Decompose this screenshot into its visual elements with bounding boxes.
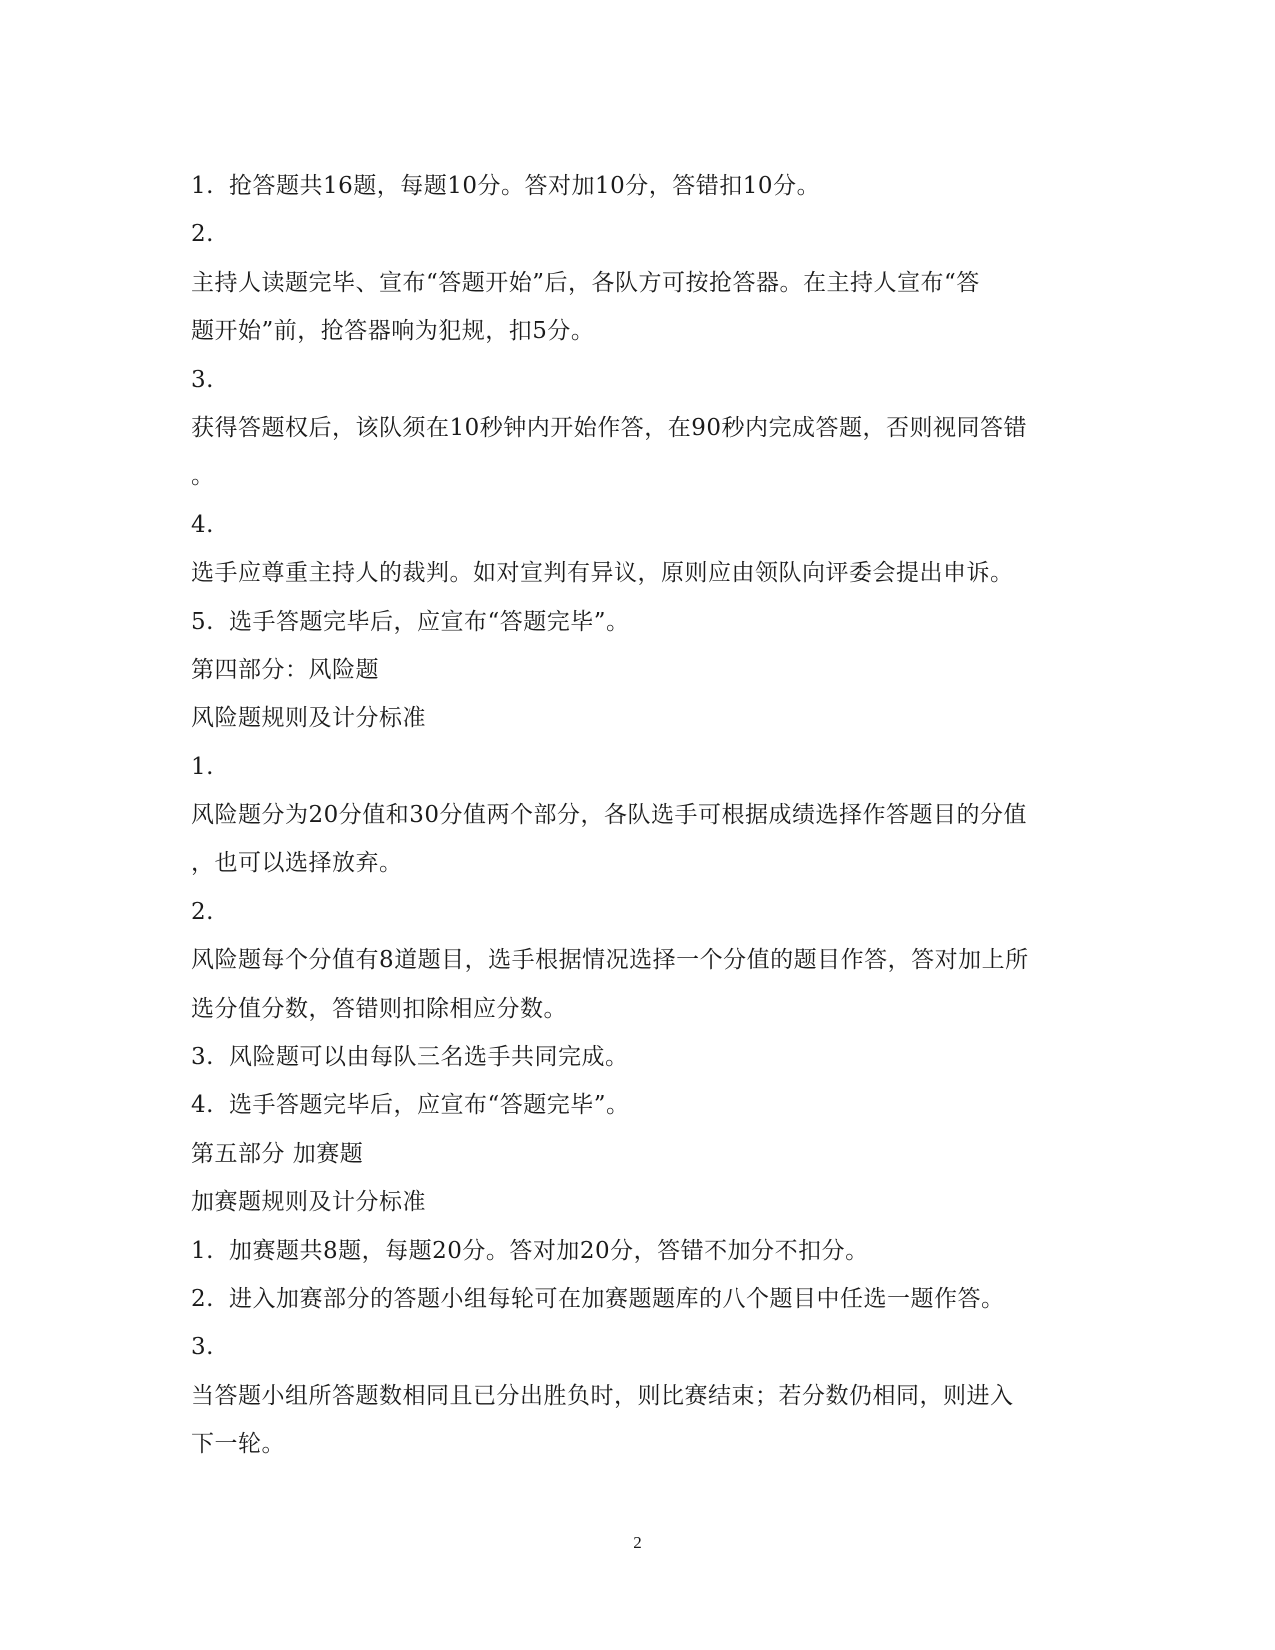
line-text: 获得答题权后，该队须在10秒钟内开始作答，在90秒内完成答题，否则视同答错 (191, 414, 1028, 441)
page-number: 2 (633, 1533, 642, 1552)
line-text: 抢答题共16题，每题10分。答对加10分，答错扣10分。 (229, 173, 821, 199)
text-line (191, 1275, 1081, 1323)
text-line (191, 936, 1081, 984)
list-number: 1. (191, 1237, 214, 1264)
text-line (191, 985, 1081, 1033)
text-line (191, 598, 1081, 646)
line-text: 加赛题共8题，每题20分。答对加20分，答错不加分不扣分。 (229, 1237, 869, 1264)
text-line (191, 1227, 1081, 1275)
line-text: 进入加赛部分的答题小组每轮可在加赛题题库的八个题目中任选一题作答。 (229, 1285, 1005, 1312)
line-text: 选分值分数，答错则扣除相应分数。 (191, 995, 567, 1022)
line-text: 选手应尊重主持人的裁判。如对宣判有异议，原则应由领队向评委会提出申诉。 (191, 560, 1014, 587)
list-number: 3. (191, 366, 214, 393)
line-text: 风险题每个分值有8道题目，选手根据情况选择一个分值的题目作答，答对加上所 (191, 947, 1029, 974)
list-number: 2. (191, 221, 214, 248)
text-line (191, 501, 1081, 549)
list-number: 2. (191, 898, 214, 925)
list-number: 4. (191, 1092, 214, 1119)
text-line (191, 791, 1081, 839)
text-line (191, 888, 1081, 936)
line-text: 风险题可以由每队三名选手共同完成。 (229, 1044, 629, 1071)
document-body (191, 162, 1081, 1469)
subsection-heading (191, 1178, 1081, 1226)
list-number: 4. (191, 511, 214, 538)
line-text: 第四部分：风险题 (191, 656, 379, 683)
list-number: 3. (191, 1334, 214, 1361)
line-text: 主持人读题完毕、宣布“答题开始”后，各队方可按抢答器。在主持人宣布“答 (191, 269, 980, 296)
text-line (191, 743, 1081, 791)
line-text: 风险题分为20分值和30分值两个部分，各队选手可根据成绩选择作答题目的分值 (191, 802, 1028, 829)
text-line (191, 1081, 1081, 1129)
text-line (191, 1033, 1081, 1081)
text-line (191, 404, 1081, 452)
list-number: 5. (191, 608, 214, 635)
list-number: 2. (191, 1285, 214, 1312)
line-text: 题开始”前，抢答器响为犯规，扣5分。 (191, 318, 595, 345)
list-number: 3. (191, 1044, 214, 1071)
text-line (191, 452, 1081, 500)
line-text: 加赛题规则及计分标准 (191, 1189, 426, 1216)
section-heading (191, 1130, 1081, 1178)
line-text: 选手答题完毕后，应宣布“答题完毕”。 (229, 1092, 630, 1119)
line-text: 下一轮。 (191, 1431, 285, 1458)
text-line (191, 1420, 1081, 1468)
line-text: 风险题规则及计分标准 (191, 705, 426, 732)
list-number: 1. (191, 173, 214, 199)
list-number: 1. (191, 753, 214, 780)
line-text: 第五部分 加赛题 (191, 1140, 364, 1167)
line-text: 。 (191, 463, 215, 490)
text-line (191, 210, 1081, 258)
text-line (191, 549, 1081, 597)
text-line (191, 1372, 1081, 1420)
subsection-heading (191, 694, 1081, 742)
text-line (191, 1323, 1081, 1371)
text-line (191, 356, 1081, 404)
text-line (191, 839, 1081, 887)
line-text: ，也可以选择放弃。 (191, 850, 403, 877)
text-line (191, 162, 1081, 210)
text-line (191, 259, 1081, 307)
section-heading (191, 646, 1081, 694)
text-line (191, 307, 1081, 355)
line-text: 当答题小组所答题数相同且已分出胜负时，则比赛结束；若分数仍相同，则进入 (191, 1382, 1014, 1409)
line-text: 选手答题完毕后，应宣布“答题完毕”。 (229, 608, 630, 635)
